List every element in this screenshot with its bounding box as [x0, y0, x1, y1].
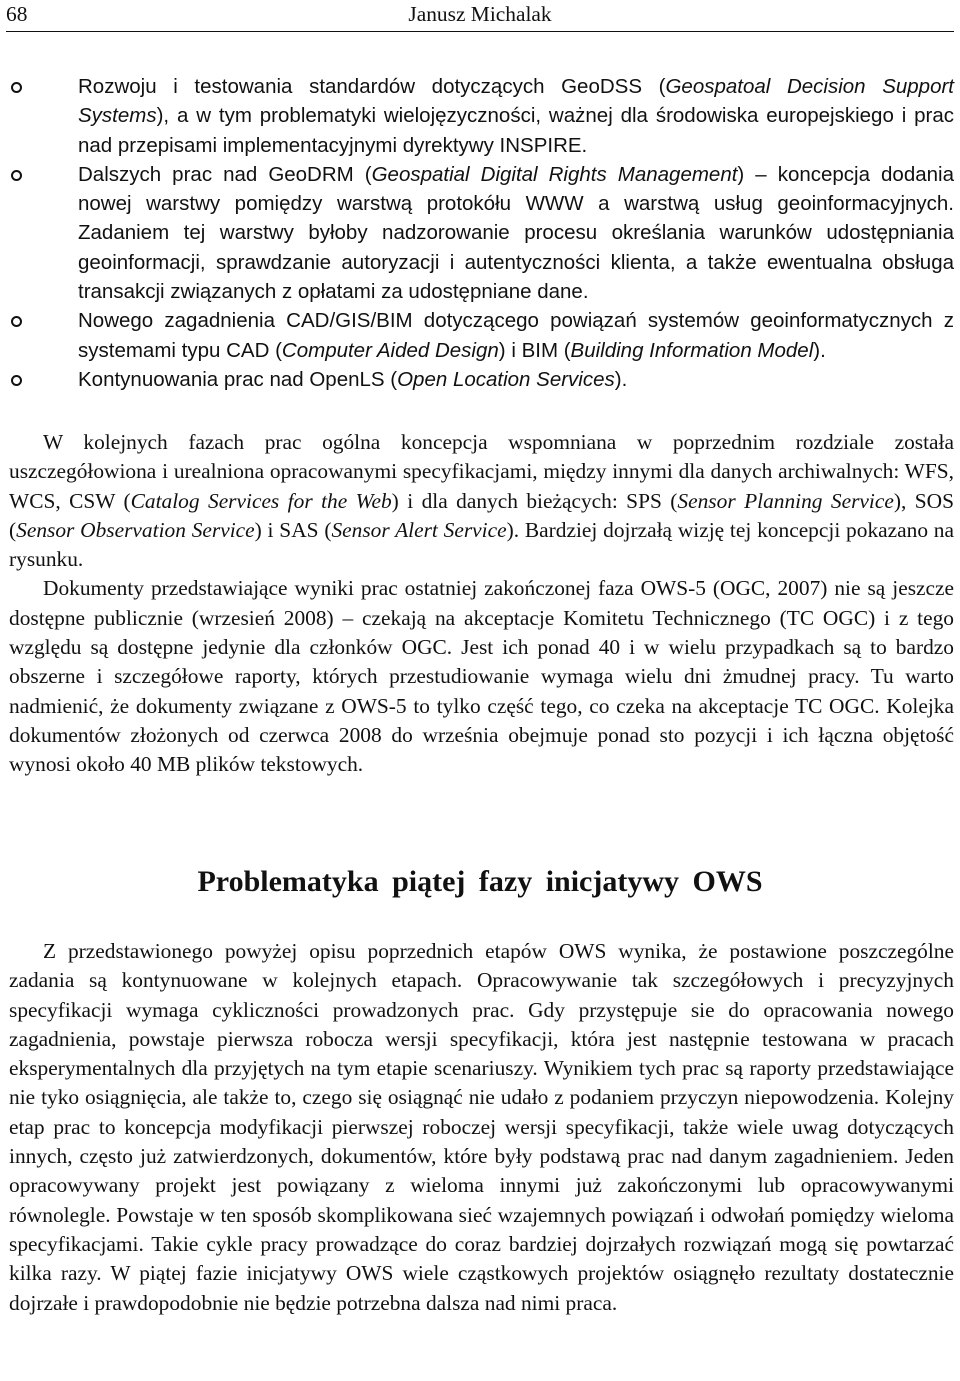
italic-term: Open Location Services: [397, 367, 615, 391]
bullet-text: Kontynuowania prac nad OpenLS (Open Location Services).: [78, 367, 628, 391]
italic-term: Sensor Observation Service: [16, 517, 255, 542]
bullet-circle-icon: [11, 82, 22, 93]
body-text-after-heading: [9, 937, 954, 1318]
italic-term: Catalog Services for the Web: [130, 488, 392, 513]
bullet-text: Rozwoju i testowania standardów dotyczących GeoDSS (Geospatoal Decision Support Systems), a w tym problematyki wielojęzyczności, ważnej dla środowiska europejskiego i prac nad przepisami implementacyjnymi dyrektywy INSPIRE.: [78, 75, 954, 157]
paragraph: W kolejnych fazach prac ogólna koncepcja wspomniana w poprzednim rozdziale została uszczegółowiona i urealniona opracowanymi specyfikacjami, między innymi dla danych archiwalnych: WFS, WCS, CSW (Catalog Services for the Web) i dla danych bieżących: SPS (Sensor Planning Service), SOS (Sensor Observation Service) i SAS (Sensor Alert Service). Bardziej dojrzałą wizję tej koncepcji pokazano na rysunku.: [9, 430, 955, 572]
italic-term: Sensor Planning Service: [677, 488, 894, 513]
bullet-item: [9, 72, 954, 160]
bullet-circle-icon: [11, 170, 22, 181]
page-number: 68: [6, 2, 28, 26]
bullet-list: [9, 72, 954, 394]
italic-term: Sensor Alert Service: [331, 517, 507, 542]
bullet-circle-icon: [11, 316, 22, 327]
bullet-text: Dalszych prac nad GeoDRM (Geospatial Digital Rights Management) – koncepcja dodania nowej warstwy pomiędzy warstwą protokółu WWW a warstwą usług geoinformacyjnych. Zadaniem tej warstwy byłoby nadzorowanie procesu określania warunków udostępniania geoinformacji, sprawdzanie autoryzacji i autentyczności klienta, a także ewentualna obsługa transakcji związanych z opłatami za udostępniane dane.: [78, 162, 954, 304]
bullet-circle-icon: [11, 375, 22, 386]
running-head: Janusz Michalak: [408, 2, 552, 26]
italic-term: Building Information Model: [570, 338, 814, 362]
paragraph: Dokumenty przedstawiające wyniki prac ostatniej zakończonej faza OWS-5 (OGC, 2007) nie są jeszcze dostępne publicznie (wrzesień 2008) – czekają na akceptacje Komitetu Technicznego (TC OGC) i z tego względu są dostępne jedynie dla członków OGC. Jest ich ponad 40 i w wielu przypadkach są to bardzo obszerne i szczegółowe raporty, których przestudiowanie wymaga wielu dni żmudnej pracy. Tu warto nadmienić, że dokumenty związane z OWS-5 to tylko część tego, co czeka na akceptacje TC OGC. Kolejka dokumentów złożonych od czerwca 2008 do września obejmuje ponad sto pozycji i ich łączna objętość wynosi około 40 MB plików tekstowych.: [9, 576, 954, 777]
bullet-item: [9, 365, 954, 394]
section-heading: Problematyka piątej fazy inicjatywy OWS: [197, 865, 763, 898]
page-header: [6, 0, 954, 31]
italic-term: Computer Aided Design: [281, 338, 499, 362]
body-text-before-heading: [9, 428, 954, 780]
paragraph: Z przedstawionego powyżej opisu poprzednich etapów OWS wynika, że postawione poszczególne zadania są kontynuowane w kolejnych etapach. Opracowywanie tak szczegółowych i precyzyjnych specyfikacji wymaga cykliczności prowadzonych prac. Gdy przystępuje sie do opracowania nowego zagadnienia, powstaje pierwsza robocza wersji specyfikacji, która jest następnie testowana w pracach eksperymentalnych dla przyjętych na tym etapie scenariuszy. Wynikiem tych prac są raporty przedstawiające nie tyko osiągnięcia, ale także to, czego się osiągnąć nie udało z podaniem przyczyn niepowodzenia. Kolejny etap prac to koncepcja modyfikacji pierwszej roboczej wersji specyfikacji, także wiele uwag dotyczących innych, często już zatwierdzonych, dokumentów, które były podstawą prac nad danym zagadnieniem. Jeden opracowywany projekt jest powiązany z wieloma innymi już zakończonymi lub opracowywanymi równolegle. Powstaje w ten sposób skomplikowana sieć wzajemnych powiązań i odwołań pomiędzy wieloma specyfikacjami. Takie cykle pracy prowadzące do coraz bardziej dojrzałych rozwiązań mogą się powtarzać kilka razy. W piątej fazie inicjatywy OWS wiele cząstkowych projektów osiągnęło rezultaty dostatecznie dojrzałe i prawdopodobnie nie będzie potrzebna dalsza nad nimi praca.: [9, 939, 954, 1315]
bullet-text: Nowego zagadnienia CAD/GIS/BIM dotyczącego powiązań systemów geoinformatycznych z systemami typu CAD (Computer Aided Design) i BIM (Building Information Model).: [78, 309, 954, 362]
header-rule: [6, 31, 954, 32]
bullet-item: [9, 160, 954, 306]
bullet-item: [9, 306, 954, 365]
italic-term: Geospatial Digital Rights Management: [371, 162, 738, 186]
italic-term: Geospatoal Decision Support Systems: [78, 75, 954, 128]
